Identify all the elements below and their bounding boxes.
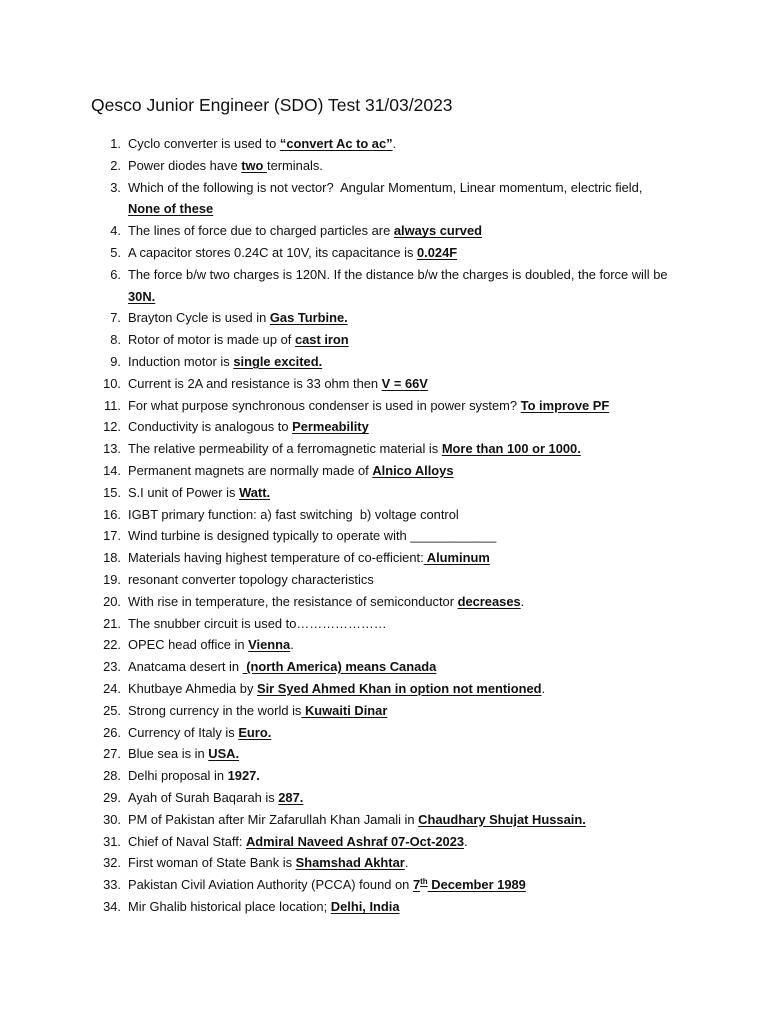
question-number: 26. xyxy=(103,724,121,740)
question-number: 29. xyxy=(103,789,121,805)
question-number: 22. xyxy=(103,637,121,653)
question-text xyxy=(128,743,673,765)
question-item xyxy=(0,787,768,809)
question-item xyxy=(0,438,768,460)
question-item xyxy=(0,809,768,831)
question-number: 6. xyxy=(110,266,121,282)
question-item xyxy=(0,307,768,329)
question-item xyxy=(0,700,768,722)
question-item xyxy=(0,373,768,395)
question-number: 15. xyxy=(103,484,121,500)
question-list xyxy=(0,133,768,918)
question-item xyxy=(0,656,768,678)
question-text-segment: Permanent magnets are normally made of xyxy=(128,462,373,478)
answer-text: Euro. xyxy=(238,724,272,740)
question-text-segment: Pakistan Civil Aviation Authority (PCCA) found on xyxy=(128,877,413,893)
answer-text: th xyxy=(420,877,428,887)
answer-text: Sir Syed Ahmed Khan in option not mentioned xyxy=(257,680,542,696)
question-item xyxy=(0,264,768,308)
question-number: 3. xyxy=(110,179,121,195)
question-text-segment: With rise in temperature, the resistance of semiconductor xyxy=(128,593,458,609)
question-number: 1. xyxy=(110,136,121,151)
question-text-segment: . xyxy=(392,136,397,151)
answer-text: “convert Ac to ac” xyxy=(279,136,393,151)
question-text-segment: terminals. xyxy=(267,157,323,173)
answer-text: USA. xyxy=(208,746,240,762)
question-item xyxy=(0,504,768,526)
question-text-segment: For what purpose synchronous condenser is used in power system? xyxy=(128,397,521,413)
question-number: 30. xyxy=(103,811,121,827)
question-number: 27. xyxy=(103,746,121,762)
question-text-segment: The lines of force due to charged particles are xyxy=(128,223,394,239)
answer-blank: ____________ xyxy=(410,528,497,544)
question-item xyxy=(0,242,768,264)
question-number: 13. xyxy=(103,441,121,457)
question-item xyxy=(0,874,768,896)
answer-text: Gas Turbine. xyxy=(269,310,348,326)
question-text xyxy=(128,133,673,155)
question-text xyxy=(128,220,673,242)
question-text-segment: . xyxy=(290,637,294,653)
question-item xyxy=(0,220,768,242)
question-text xyxy=(128,787,673,809)
question-text xyxy=(128,351,673,373)
question-text-segment: Induction motor is xyxy=(128,353,234,369)
question-item xyxy=(0,329,768,351)
question-text xyxy=(128,852,673,874)
question-number: 21. xyxy=(103,615,121,631)
question-text-segment: Which of the following is not vector? Angular Momentum, Linear momentum, electric field, xyxy=(128,179,647,195)
answer-text: Kuwaiti Dinar xyxy=(301,702,388,718)
question-text xyxy=(128,809,673,831)
question-text xyxy=(128,613,673,635)
question-text xyxy=(128,329,673,351)
question-item xyxy=(0,133,768,155)
question-text xyxy=(128,373,673,395)
answer-text: two xyxy=(241,157,268,173)
question-text xyxy=(128,700,673,722)
answer-text: 287. xyxy=(278,789,304,805)
question-text-segment: The force b/w two charges is 120N. If the distance b/w the charges is doubled, the force will be xyxy=(128,266,672,282)
question-item xyxy=(0,525,768,547)
question-number: 2. xyxy=(110,157,121,173)
question-number: 28. xyxy=(103,768,121,784)
answer-text: Permeability xyxy=(292,419,369,435)
answer-text: Watt. xyxy=(239,484,271,500)
question-text xyxy=(128,678,673,700)
question-text-segment: Brayton Cycle is used in xyxy=(128,310,270,326)
question-number: 24. xyxy=(103,680,121,696)
question-number: 9. xyxy=(110,353,121,369)
question-item xyxy=(0,482,768,504)
page-title: Qesco Junior Engineer (SDO) Test 31/03/2023 xyxy=(91,95,453,115)
question-text xyxy=(128,264,673,308)
question-item xyxy=(0,177,768,221)
answer-text: Admiral Naveed Ashraf 07-Oct-2023 xyxy=(246,833,465,849)
question-number: 10. xyxy=(103,375,121,391)
question-text xyxy=(128,482,673,504)
question-text xyxy=(128,874,673,896)
question-text xyxy=(128,155,673,177)
question-item xyxy=(0,155,768,177)
question-text-segment: First woman of State Bank is xyxy=(128,855,296,871)
question-item xyxy=(0,678,768,700)
answer-text: single excited. xyxy=(233,353,323,369)
question-text-segment: Current is 2A and resistance is 33 ohm then xyxy=(128,375,382,391)
question-text xyxy=(128,831,673,853)
question-text xyxy=(128,416,673,438)
question-text-segment: resonant converter topology characteristics xyxy=(128,571,374,587)
answer-text: Aluminum xyxy=(423,550,490,566)
answer-text: More than 100 or 1000. xyxy=(441,441,581,457)
question-item xyxy=(0,613,768,635)
question-number: 18. xyxy=(103,550,121,566)
question-text xyxy=(128,460,673,482)
question-item xyxy=(0,765,768,787)
question-item xyxy=(0,634,768,656)
question-text-segment: S.I unit of Power is xyxy=(128,484,240,500)
question-number: 25. xyxy=(103,702,121,718)
question-text-segment: Blue sea is in xyxy=(128,746,209,762)
answer-text: December 1989 xyxy=(427,877,526,893)
question-text xyxy=(128,504,673,526)
question-text-segment: IGBT primary function: a) fast switching b) voltage control xyxy=(128,506,459,522)
question-text-segment: A capacitor stores 0.24C at 10V, its capacitance is xyxy=(128,244,418,260)
question-text-segment: Khutbaye Ahmedia by xyxy=(128,680,257,696)
question-number: 16. xyxy=(103,506,121,522)
answer-text: V = 66V xyxy=(381,375,428,391)
question-item xyxy=(0,896,768,918)
question-number: 17. xyxy=(103,528,121,544)
question-number: 8. xyxy=(110,332,121,348)
question-number: 4. xyxy=(110,223,121,239)
answer-text: To improve PF xyxy=(520,397,610,413)
question-text xyxy=(128,591,673,613)
question-text xyxy=(128,395,673,417)
question-number: 11. xyxy=(104,397,121,413)
question-text-segment: Strong currency in the world is xyxy=(128,702,302,718)
question-number: 5. xyxy=(110,244,121,260)
answer-text: always curved xyxy=(393,223,482,239)
answer-text: decreases xyxy=(457,593,521,609)
question-text xyxy=(128,656,673,678)
question-text-segment: Materials having highest temperature of co-efficient: xyxy=(128,550,424,566)
question-text-segment: Power diodes have xyxy=(128,157,242,173)
question-text-segment: Anatcama desert in xyxy=(128,659,243,675)
answer-text: 1927. xyxy=(227,768,260,784)
question-item xyxy=(0,460,768,482)
question-item xyxy=(0,852,768,874)
question-item xyxy=(0,395,768,417)
question-text-segment: Chief of Naval Staff: xyxy=(128,833,246,849)
question-number: 14. xyxy=(103,462,121,478)
question-text xyxy=(128,177,673,221)
question-number: 19. xyxy=(103,571,121,587)
question-text xyxy=(128,634,673,656)
question-text xyxy=(128,307,673,329)
answer-text: Alnico Alloys xyxy=(372,462,454,478)
question-item xyxy=(0,351,768,373)
question-item xyxy=(0,591,768,613)
question-text xyxy=(128,525,673,547)
question-text xyxy=(128,722,673,744)
question-item xyxy=(0,416,768,438)
question-number: 20. xyxy=(103,593,121,609)
question-text-segment: Ayah of Surah Baqarah is xyxy=(128,789,279,805)
question-text-segment: Rotor of motor is made up of xyxy=(128,332,295,348)
question-item xyxy=(0,569,768,591)
question-text xyxy=(128,765,673,787)
question-text-segment: Currency of Italy is xyxy=(128,724,239,740)
question-text xyxy=(128,438,673,460)
question-number: 7. xyxy=(110,310,121,326)
question-text-segment: . xyxy=(464,833,468,849)
question-text-segment: . xyxy=(520,593,525,609)
question-text-segment: Conductivity is analogous to xyxy=(128,419,293,435)
question-text-segment: The relative permeability of a ferromagnetic material is xyxy=(128,441,442,457)
question-item xyxy=(0,547,768,569)
answer-text: Shamshad Akhtar xyxy=(295,855,405,871)
question-text-segment: PM of Pakistan after Mir Zafarullah Khan Jamali in xyxy=(128,811,419,827)
question-number: 34. xyxy=(103,898,121,914)
question-item xyxy=(0,831,768,853)
question-number: 32. xyxy=(103,855,121,871)
question-text xyxy=(128,569,673,591)
answer-text: cast iron xyxy=(294,332,349,348)
answer-text: None of these xyxy=(128,201,214,217)
question-item xyxy=(0,722,768,744)
question-text xyxy=(128,896,673,918)
question-number: 12. xyxy=(103,419,121,435)
question-number: 31. xyxy=(103,833,121,849)
answer-text: 7 xyxy=(412,877,421,893)
question-text-segment: . xyxy=(541,680,546,696)
question-text-segment: The snubber circuit is used to………………… xyxy=(128,615,387,631)
question-text xyxy=(128,242,673,264)
question-number: 23. xyxy=(103,659,121,675)
question-text-segment: Delhi proposal in xyxy=(128,768,228,784)
question-text-segment: Mir Ghalib historical place location; xyxy=(128,898,331,914)
answer-text: Delhi, India xyxy=(330,898,400,914)
answer-text: Vienna xyxy=(248,637,291,653)
question-text-segment: OPEC head office in xyxy=(128,637,249,653)
question-text-segment: Cyclo converter is used to xyxy=(128,136,280,151)
answer-text: 0.024F xyxy=(417,244,458,260)
question-text-segment: Wind turbine is designed typically to operate with xyxy=(128,528,411,544)
answer-text: Chaudhary Shujat Hussain. xyxy=(418,811,586,827)
question-item xyxy=(0,743,768,765)
question-text-segment: . xyxy=(404,855,409,871)
answer-text: 30N. xyxy=(128,288,156,304)
answer-text: (north America) means Canada xyxy=(242,659,437,675)
question-text xyxy=(128,547,673,569)
question-number: 33. xyxy=(103,877,121,893)
